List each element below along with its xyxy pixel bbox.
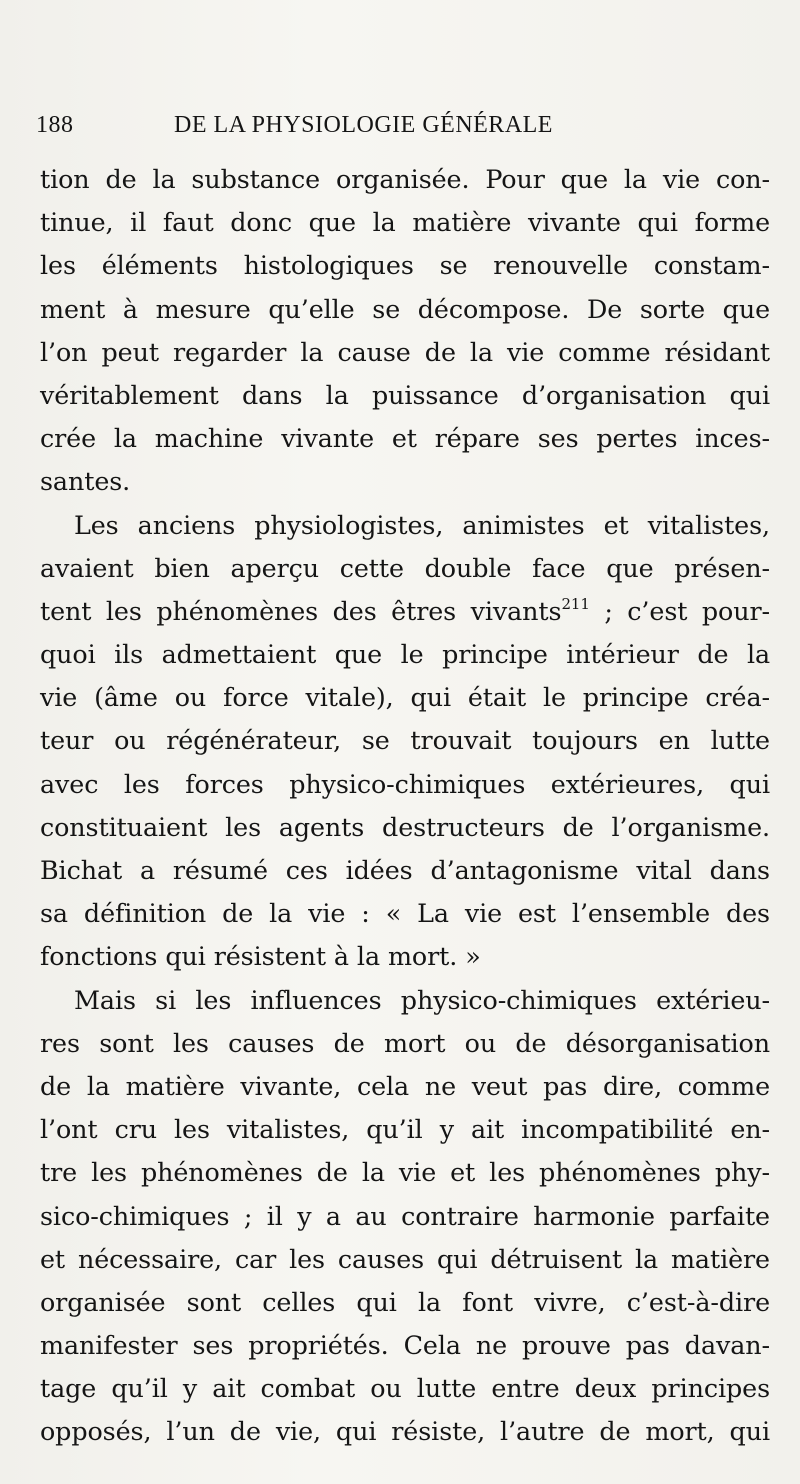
text-line: Bichat a résumé ces idées d’antagonisme vital dans [40, 855, 770, 885]
text-line: vie (âme ou force vitale), qui était le principe créa- [40, 682, 770, 713]
text-line: l’ont cru les vitalistes, qu’il y ait incompatibilité en- [40, 1114, 770, 1145]
text-line: avec les forces physico-chimiques extérieures, qui [40, 768, 770, 799]
text-line: véritablement dans la puissance d’organisation qui [40, 379, 770, 410]
chapter-title: DE LA PHYSIOLOGIE GÉNÉRALE [174, 112, 553, 138]
text-line: santes. [40, 466, 131, 497]
text-line: tinue, il faut donc que la matière vivante qui forme [40, 207, 770, 238]
text-line: avaient bien aperçu cette double face que présen- [40, 552, 770, 583]
running-head [36, 112, 770, 152]
text-fragment: tent les phénomènes des êtres vivants [40, 595, 562, 626]
text-line: crée la machine vivante et répare ses pertes inces- [40, 423, 770, 454]
text-line: manifester ses propriétés. Cela ne prouve pas davan- [40, 1330, 770, 1361]
text-line: sa définition de la vie : « La vie est l’ensemble des [40, 898, 770, 929]
text-line: opposés, l’un de vie, qui résiste, l’autre de mort, qui [40, 1416, 770, 1447]
text-line: les éléments histologiques se renouvelle constam- [40, 250, 770, 281]
text-line: Mais si les influences physico-chimiques extérieu- [74, 984, 770, 1015]
text-line: tre les phénomènes de la vie et les phénomènes phy- [40, 1157, 770, 1188]
footnote-reference: 211 [561, 594, 590, 613]
text-line: quoi ils admettaient que le principe intérieur de la [40, 639, 770, 670]
text-line: tage qu’il y ait combat ou lutte entre deux principes [40, 1373, 770, 1404]
text-line: fonctions qui résistent à la mort. » [40, 941, 481, 972]
text-line: Les anciens physiologistes, animistes et vitalistes, [74, 509, 770, 540]
text-line: de la matière vivante, cela ne veut pas dire, comme [40, 1070, 770, 1101]
text-line: res sont les causes de mort ou de désorganisation [40, 1027, 770, 1058]
body-text [40, 158, 770, 1454]
text-line: tion de la substance organisée. Pour que la vie con- [40, 164, 770, 194]
text-line: organisée sont celles qui la font vivre, c’est-à-dire [40, 1286, 770, 1317]
text-line: et nécessaire, car les causes qui détruisent la matière [40, 1243, 770, 1274]
text-line: teur ou régénérateur, se trouvait toujours en lutte [40, 725, 770, 756]
text-line: constituaient les agents destructeurs de l’organisme. [40, 811, 770, 842]
text-line-with-note [40, 590, 770, 633]
text-line: l’on peut regarder la cause de la vie comme résidant [40, 336, 770, 367]
text-line: ment à mesure qu’elle se décompose. De sorte que [40, 293, 770, 324]
page-number: 188 [36, 112, 74, 138]
text-line: sico-chimiques ; il y a au contraire harmonie parfaite [40, 1200, 770, 1231]
text-fragment: ; c’est pour- [589, 595, 770, 626]
